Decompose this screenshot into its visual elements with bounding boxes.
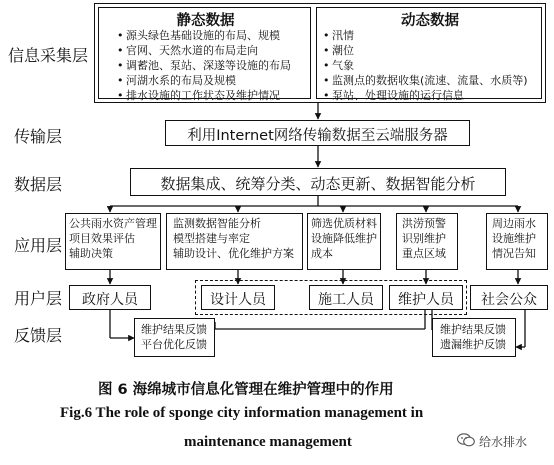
caption-english-line1: Fig.6 The role of sponge city information management in [60, 405, 424, 421]
static-item: • 源头绿色基础设施的布局、规模 [117, 29, 280, 42]
application-text: 情况告知 [492, 247, 536, 260]
layer-label-feedback: 反馈层 [14, 326, 63, 345]
user-label-designer: 设计人员 [210, 292, 266, 308]
layer-label-collection: 信息采集层 [8, 46, 89, 65]
transmission-text: 利用Internet网络传输数据至云端服务器 [187, 128, 448, 144]
application-text: 辅助设计、优化维护方案 [173, 247, 294, 260]
application-text: 设施维护 [492, 232, 536, 245]
application-box-material-selection [307, 213, 381, 270]
application-text: 洪涝预警 [402, 217, 446, 230]
static-item: • 官网、天然水道的布局走向 [117, 44, 258, 57]
user-box-public [470, 285, 548, 310]
application-box-asset-management [65, 213, 161, 270]
static-data-box [98, 7, 311, 102]
feedback-text: 维护结果反馈 [141, 323, 207, 336]
data-layer-box [130, 168, 506, 196]
dynamic-item: • 监测点的数据收集(流速、流量、水质等) [323, 74, 528, 87]
static-item: • 调蓄池、泵站、深遂等设施的布局 [117, 59, 291, 72]
application-text: 成本 [311, 247, 333, 260]
wechat-icon [457, 433, 475, 447]
dynamic-data-box [316, 7, 542, 102]
caption-chinese: 图 6 海绵城市信息化管理在维护管理中的作用 [98, 382, 394, 398]
feedback-text: 平台优化反馈 [141, 338, 207, 351]
static-data-title: 静态数据 [176, 13, 235, 29]
user-label-maintenance: 维护人员 [398, 292, 454, 308]
application-text: 模型搭建与率定 [173, 232, 250, 245]
application-text: 设施降低维护 [311, 232, 377, 245]
layer-label-application: 应用层 [14, 236, 63, 255]
layer-label-user: 用户层 [14, 289, 63, 308]
dynamic-item: • 汛情 [323, 29, 354, 42]
user-box-designer [201, 285, 275, 310]
application-text: 周边雨水 [492, 217, 536, 230]
layer-label-transmission: 传输层 [14, 127, 63, 146]
layer-label-data: 数据层 [14, 175, 63, 194]
application-box-public-notice [486, 213, 548, 270]
application-text: 辅助决策 [69, 247, 113, 260]
feedback-box-left [134, 318, 215, 357]
dynamic-data-title: 动态数据 [401, 13, 459, 29]
application-text: 重点区域 [402, 247, 446, 260]
static-data-list [117, 28, 291, 103]
dynamic-item: • 气象 [323, 59, 354, 72]
dynamic-item: • 泵站、处理设施的运行信息 [323, 89, 464, 102]
caption-english-line2: maintenance management [184, 434, 352, 450]
application-text: 监测数据智能分析 [173, 217, 261, 230]
feedback-text: 维护结果反馈 [440, 323, 506, 336]
user-box-construction [309, 285, 383, 310]
watermark-text: 给水排水 [479, 435, 528, 449]
user-label-public: 社会公众 [481, 292, 537, 308]
static-item: • 排水设施的工作状态及维护情况 [117, 89, 280, 102]
application-text: 识别维护 [402, 232, 446, 245]
data-layer-text: 数据集成、统筹分类、动态更新、数据智能分析 [160, 175, 476, 193]
user-label-government: 政府人员 [82, 292, 138, 308]
dynamic-data-list [323, 28, 528, 103]
application-text: 项目效果评估 [69, 232, 135, 245]
user-label-construction: 施工人员 [318, 292, 374, 308]
user-box-maintenance [389, 285, 463, 310]
application-text: 公共雨水资产管理 [69, 217, 157, 230]
feedback-text: 遗漏维护反馈 [440, 338, 506, 351]
application-text: 筛选优质材料 [311, 217, 377, 230]
application-box-monitoring-analysis [166, 213, 303, 270]
dynamic-item: • 潮位 [323, 44, 354, 57]
transmission-box [165, 120, 470, 146]
static-item: • 河湖水系的布局及规模 [117, 74, 236, 87]
application-box-flood-warning [396, 213, 458, 270]
user-box-government [69, 285, 151, 310]
feedback-box-right [432, 318, 516, 357]
